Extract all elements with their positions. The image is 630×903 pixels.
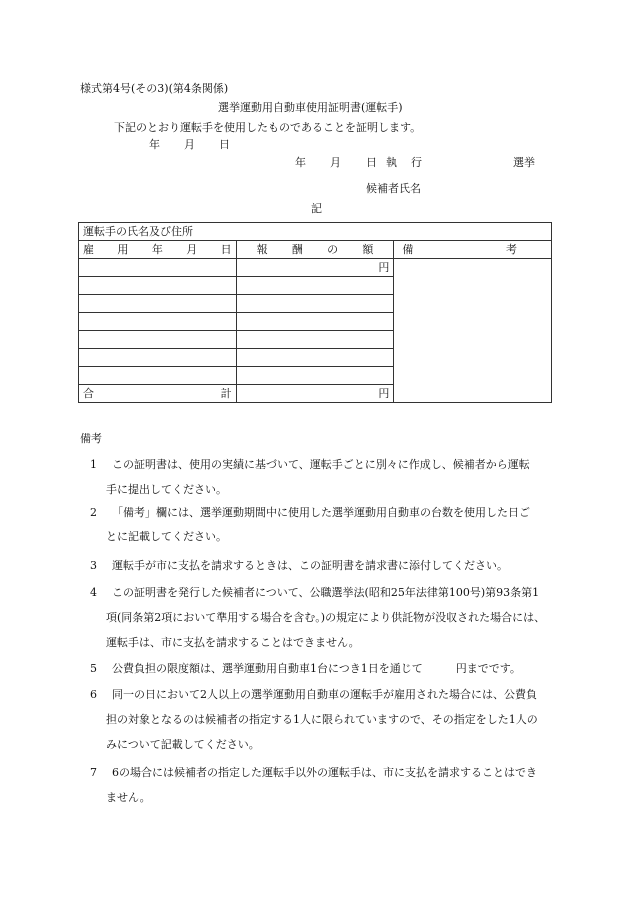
employment-date-cell[interactable] — [79, 367, 237, 385]
yen-unit: 円 — [378, 260, 390, 274]
employment-date-cell[interactable] — [79, 313, 237, 331]
election-year-label: 年 — [295, 156, 306, 169]
table-row — [79, 259, 552, 277]
election-day-label: 日 — [366, 156, 377, 169]
document-title: 選挙運動用自動車使用証明書(運転手) — [218, 101, 403, 114]
total-amount-cell[interactable] — [236, 385, 394, 403]
election-exec-label-1: 執 — [386, 156, 397, 169]
pay-amount-cell[interactable] — [236, 277, 394, 295]
driver-usage-table — [78, 222, 552, 403]
pay-amount-cell[interactable] — [236, 349, 394, 367]
pay-amount-cell[interactable] — [236, 313, 394, 331]
employment-date-cell[interactable] — [79, 331, 237, 349]
date-day-label: 日 — [219, 138, 230, 151]
yen-unit: 円 — [378, 386, 390, 400]
employment-date-cell[interactable] — [79, 259, 237, 277]
employment-date-cell[interactable] — [79, 349, 237, 367]
date-year-label: 年 — [149, 138, 160, 151]
election-suffix-label: 選挙 — [513, 156, 535, 169]
intro-statement: 下記のとおり運転手を使用したものであることを証明します。 — [114, 121, 422, 134]
employment-date-cell[interactable] — [79, 295, 237, 313]
pay-amount-header: 報 酬 の 額 — [236, 241, 394, 259]
ki-label: 記 — [311, 202, 322, 215]
document-page: 様式第4号(その3)(第4条関係) 選挙運動用自動車使用証明書(運転手) 下記のとおり運転手を使用したものであることを証明します。 年 月 日 年 月 日 執 行 選挙 候補者氏名 記 運転手の氏名及び住所 雇 用 年 月 日 報 酬 の 額 備 考 円 合 計 円 備考 1 この証明書は、使用の実績に基づいて、運転手ごとに別々に作成し、候補者から運転 手に提出してください。 2 「備考」欄には、選挙運動期間中に使用した選挙運動用自動車の台数を使用した日ご とに記載してください。 3 運転手が市に支払を請求するときは、この証明書を請求書に添付してください。 4 この証明書を発行した候補者について、公職選挙法(昭和25年法律第100号)第93条第1 項(同条第2項において準用する場合を含む。)の規定により供託物が没収された場合には、 運転手は、市に支払を請求することはできません。 5 公費負担の限度額は、選挙運動用自動車1台につき1日を通じて 円までです。 6 同一の日において2人以上の選挙運動用自動車の運転手が雇用された場合には、公費負 担の対象となるのは候補者の指定する1人に限られていますので、その指定をした1人の みについて記載してください。 7 6の場合には候補者の指定した運転手以外の運転手は、市に支払を請求することはでき ません。 — [0, 0, 630, 903]
date-month-label: 月 — [184, 138, 195, 151]
candidate-name-label: 候補者氏名 — [366, 182, 421, 195]
pay-amount-cell[interactable] — [236, 295, 394, 313]
header-row — [79, 241, 552, 259]
employment-date-cell[interactable] — [79, 277, 237, 295]
election-month-label: 月 — [330, 156, 341, 169]
notes-heading: 備考 — [80, 432, 102, 445]
election-exec-label-2: 行 — [411, 156, 422, 169]
total-label-cell: 合 計 — [79, 385, 237, 403]
remarks-header: 備 考 — [394, 241, 552, 259]
pay-amount-cell[interactable] — [236, 367, 394, 385]
employment-date-header: 雇 用 年 月 日 — [79, 241, 237, 259]
form-id: 様式第4号(その3)(第4条関係) — [80, 82, 229, 95]
pay-amount-cell[interactable] — [236, 259, 394, 277]
driver-name-address-label: 運転手の氏名及び住所 — [79, 223, 552, 241]
pay-amount-cell[interactable] — [236, 331, 394, 349]
remarks-cell[interactable] — [394, 259, 552, 403]
driver-row — [79, 223, 552, 241]
